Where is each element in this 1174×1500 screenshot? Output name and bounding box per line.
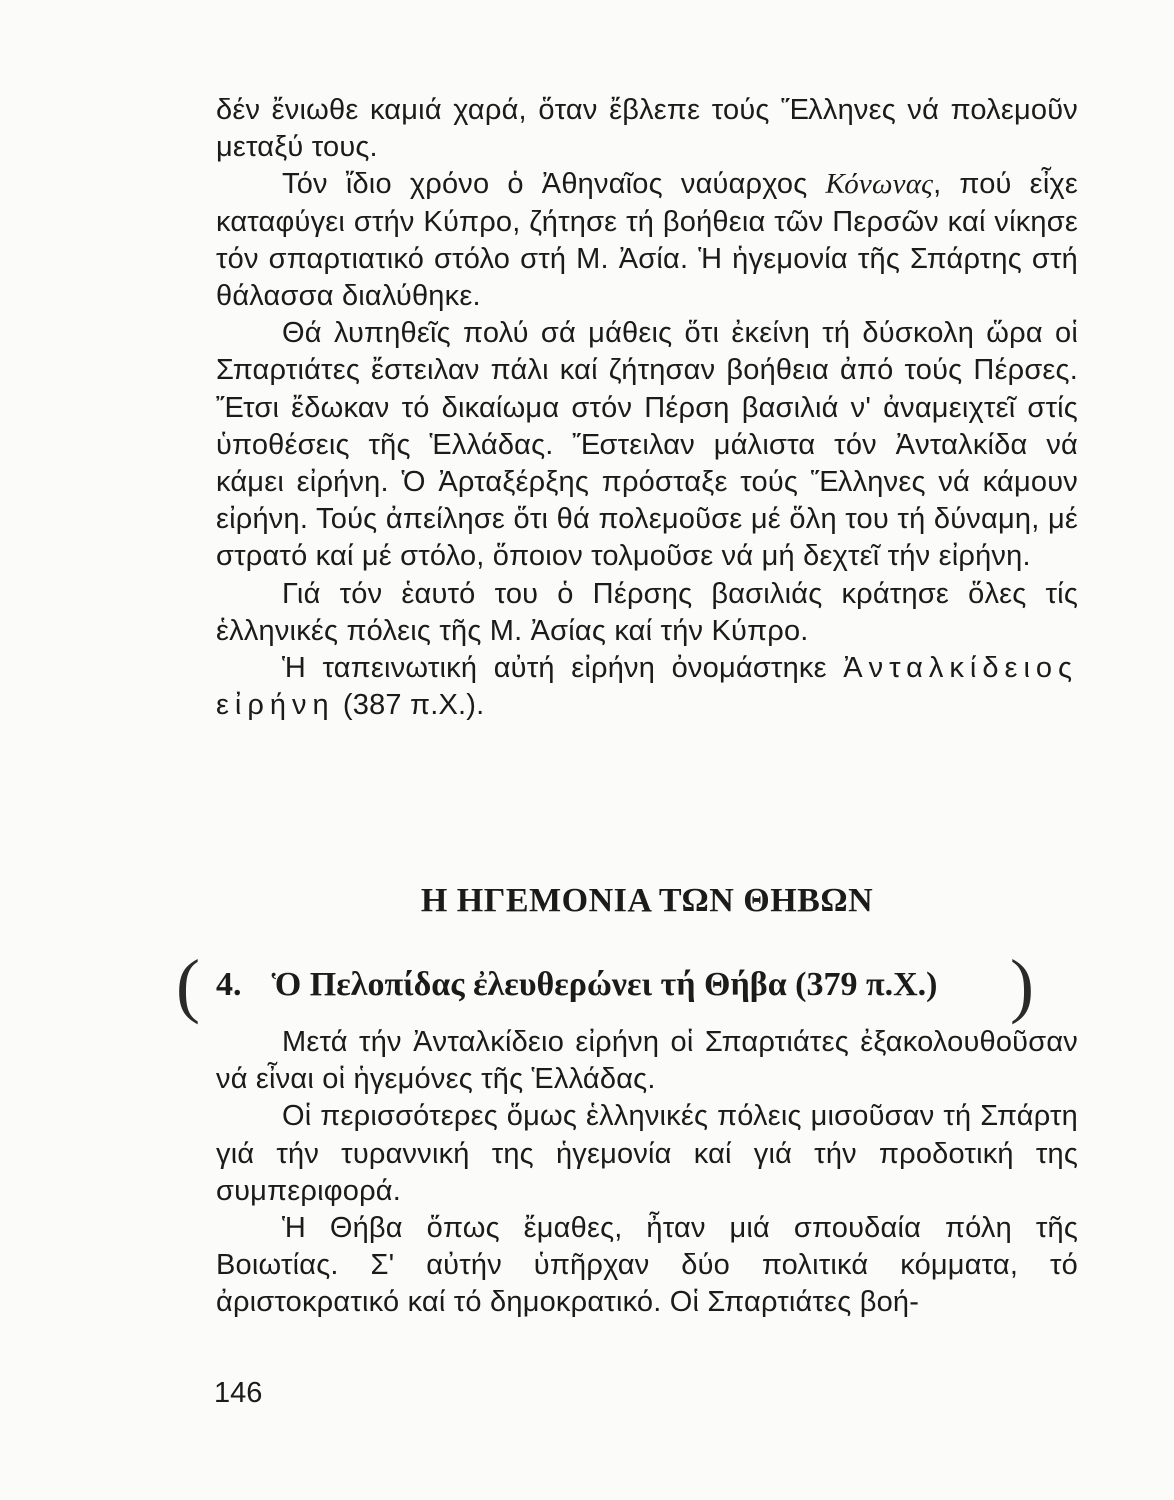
right-pencil-mark: ) (1010, 945, 1034, 1025)
section-title: Ὁ Πελοπίδας ἐλευθερώνει τή Θήβα (379 π.Χ.) (271, 966, 938, 1003)
chapter-heading: Η ΗΓΕΜΟΝΙΑ ΤΩΝ ΘΗΒΩΝ (420, 882, 874, 919)
paragraph-5 (216, 650, 1078, 724)
paragraph-3: Θά λυπηθεῖς πολύ σά μάθεις ὅτι ἐκείνη τή δύσκολη ὥρα οἱ Σπαρτιάτες ἔστειλαν πάλι καί ζήτησαν βοήθεια ἀπό τούς Πέρσες. Ἔτσι ἔδωκαν τό δικαίωμα στόν Πέρση βασιλιά ν' ἀναμειχτεῖ στίς ὑποθέσεις τῆς Ἑλλάδας. Ἔστειλαν μάλιστα τόν Ἀνταλκίδα νά κάμει εἰρήνη. Ὁ Ἀρταξέρξης πρόσταξε τούς Ἕλληνες νά κάμουν εἰρήνη. Τούς ἀπείλησε ὅτι θά πολεμοῦσε μέ ὅλη του τή δύναμη, μέ στρατό καί μέ στόλο, ὅποιον τολμοῦσε νά μή δεχτεῖ τήν εἰρήνη. (216, 317, 1078, 573)
section-number: 4. (216, 966, 242, 1003)
paragraph-2-end: , πού εἶχε καταφύγει στήν Κύπρο, ζήτησε τή βοήθεια τῶν Περσῶν καί νίκησε τόν σπαρτιατικό στόλο στή Μ. Ἀσία. Ἡ ἡγεμονία τῆς Σπάρτης στή θάλασσα διαλύθηκε. (216, 168, 1079, 313)
paragraph-5-end: (387 π.Χ.). (334, 689, 485, 722)
paragraph-5-start: Ἡ ταπεινωτική αὐτή εἰρήνη ὀνομάστηκε (282, 652, 844, 685)
paragraph-2-start: Τόν ἴδιο χρόνο ὁ Ἀθηναῖος ναύαρχος (282, 168, 826, 201)
paragraph-6: Μετά τήν Ἀνταλκίδειο εἰρήνη οἱ Σπαρτιάτες ἐξακολουθοῦσαν νά εἶναι οἱ ἡγεμόνες τῆς Ἑλλάδας. (216, 1026, 1078, 1096)
paragraph-8: Ἡ Θήβα ὅπως ἔμαθες, ἦταν μιά σπουδαία πόλη τῆς Βοιωτίας. Σ' αὐτήν ὑπῆρχαν δύο πολιτικά κόμματα, τό ἀριστοκρατικό καί τό δημοκρατικό. Οἱ Σπαρτιάτες βοή- (216, 1212, 1078, 1319)
section-heading (216, 966, 1078, 1004)
paragraph-1: δέν ἔνιωθε καμιά χαρά, ὅταν ἔβλεπε τούς Ἕλληνες νά πολεμοῦν μεταξύ τους. (216, 94, 1078, 164)
antalkidas-peace-term: Ἀνταλκίδειος εἰρήνη (216, 652, 1078, 722)
paragraph-4: Γιά τόν ἑαυτό του ὁ Πέρσης βασιλιάς κράτησε ὅλες τίς ἑλληνικές πόλεις τῆς Μ. Ἀσίας καί τήν Κύπρο. (216, 577, 1078, 647)
page-number: 146 (214, 1377, 263, 1409)
name-konon: Κόνωνας (825, 168, 934, 201)
paragraph-7: Οἱ περισσότερες ὅμως ἑλληνικές πόλεις μισοῦσαν τή Σπάρτη γιά τήν τυραννική της ἡγεμονία καί γιά τήν προδοτική της συμπεριφορά. (216, 1100, 1078, 1207)
text-block-top (216, 92, 1078, 724)
paragraph-2 (216, 166, 1078, 315)
text-block-bottom (216, 1024, 1078, 1322)
left-pencil-mark: ( (176, 945, 200, 1025)
